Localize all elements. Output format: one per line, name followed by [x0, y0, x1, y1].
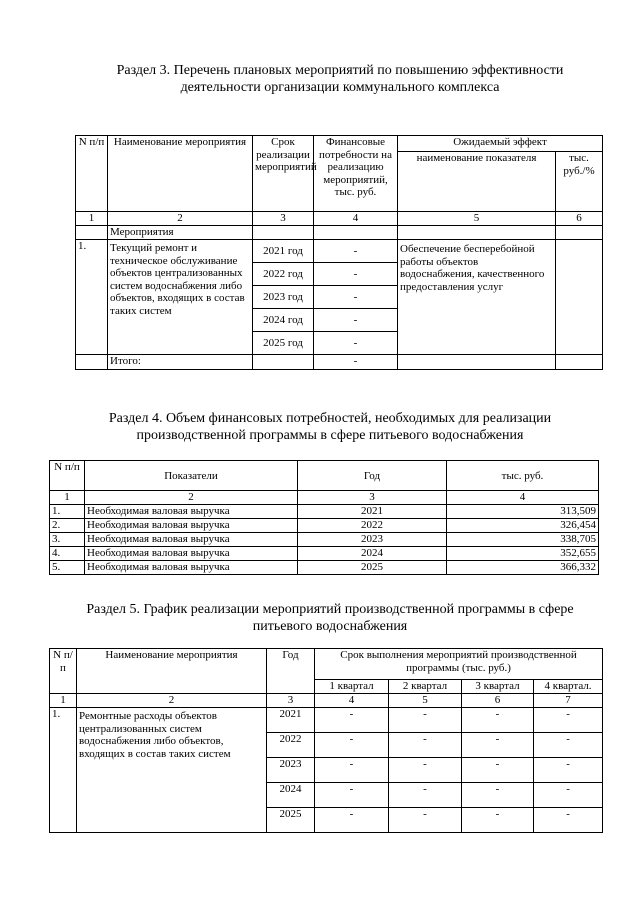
- section4-table: [49, 460, 599, 575]
- row-num: 1.: [50, 708, 77, 833]
- row-value: 366,332: [447, 561, 599, 575]
- group-label: Мероприятия: [108, 226, 253, 240]
- cell-dash: -: [534, 708, 603, 733]
- group-empty-cell: [556, 226, 603, 240]
- row-year: 2024: [267, 783, 315, 808]
- col-number: 2: [108, 212, 253, 226]
- header-value: тыс. руб.: [447, 461, 599, 491]
- col-number: 1: [50, 491, 85, 505]
- table-row: [50, 561, 599, 575]
- row-num: 1.: [76, 240, 108, 355]
- cell-dash: -: [462, 783, 534, 808]
- total-empty-cell: [253, 355, 314, 370]
- row-year: 2022: [298, 519, 447, 533]
- header-year: Год: [267, 649, 315, 694]
- cell-dash: -: [389, 783, 462, 808]
- col-number: 1: [76, 212, 108, 226]
- row-year: 2024: [298, 547, 447, 561]
- total-empty-cell: [556, 355, 603, 370]
- header-q4: 4 квартал.: [534, 680, 603, 694]
- row-num: 1.: [50, 505, 85, 519]
- cell-dash: -: [534, 758, 603, 783]
- col-number: 4: [315, 694, 389, 708]
- section3-title-line1: Раздел 3. Перечень плановых мероприятий по повышению эффективности: [116, 63, 564, 78]
- table-row: [50, 547, 599, 561]
- group-empty-cell: [253, 226, 314, 240]
- group-empty-cell: [398, 226, 556, 240]
- row-year: 2022 год: [253, 263, 314, 286]
- row-value: 352,655: [447, 547, 599, 561]
- row-indicator: Необходимая валовая выручка: [85, 505, 298, 519]
- total-label: Итого:: [108, 355, 253, 370]
- col-number: 5: [389, 694, 462, 708]
- row-year: 2022: [267, 733, 315, 758]
- cell-dash: -: [315, 708, 389, 733]
- header-finance: Финансовые потребности на реализацию мероприятий, тыс. руб.: [314, 136, 398, 212]
- table-row: [50, 533, 599, 547]
- cell-dash: -: [534, 783, 603, 808]
- header-term: Срок выполнения мероприятий производственной программы (тыс. руб.): [315, 649, 603, 680]
- total-value: -: [314, 355, 398, 370]
- col-number: 1: [50, 694, 77, 708]
- col-number: 3: [298, 491, 447, 505]
- header-q3: 3 квартал: [462, 680, 534, 694]
- cell-dash: -: [462, 758, 534, 783]
- header-name: Наименование мероприятия: [108, 136, 253, 212]
- header-num: N п/ п: [50, 649, 77, 694]
- cell-dash: -: [389, 808, 462, 833]
- row-year: 2021 год: [253, 240, 314, 263]
- col-number: 4: [314, 212, 398, 226]
- row-name: Ремонтные расходы объектов централизованных систем водоснабжения либо объектов, входящих в состав таких систем: [77, 708, 267, 833]
- total-empty-cell: [398, 355, 556, 370]
- row-year: 2023 год: [253, 286, 314, 309]
- header-effect-name: наименование показателя: [398, 152, 556, 212]
- cell-dash: -: [462, 708, 534, 733]
- header-name: Наименование мероприятия: [77, 649, 267, 694]
- row-indicator: Необходимая валовая выручка: [85, 561, 298, 575]
- cell-dash: -: [315, 758, 389, 783]
- section4-title-line1: Раздел 4. Объем финансовых потребностей, необходимых для реализации: [108, 411, 552, 426]
- header-effect: Ожидаемый эффект: [398, 136, 603, 152]
- col-number: 2: [85, 491, 298, 505]
- section5-title-line2: питьевого водоснабжения: [252, 619, 408, 634]
- section4-title-line2: производственной программы в сфере питьевого водоснабжения: [136, 428, 524, 443]
- col-number: 3: [253, 212, 314, 226]
- row-value: 338,705: [447, 533, 599, 547]
- row-year: 2023: [267, 758, 315, 783]
- row-num: 3.: [50, 533, 85, 547]
- row-indicator: Необходимая валовая выручка: [85, 533, 298, 547]
- header-year: Год: [298, 461, 447, 491]
- row-finance: -: [314, 332, 398, 355]
- row-num: 4.: [50, 547, 85, 561]
- section5-title-line1: Раздел 5. График реализации мероприятий производственной программы в сфере: [86, 602, 574, 617]
- header-num: N п/п: [76, 136, 108, 212]
- cell-dash: -: [389, 708, 462, 733]
- col-number: 6: [462, 694, 534, 708]
- cell-dash: -: [315, 808, 389, 833]
- col-number: 3: [267, 694, 315, 708]
- table-row: [50, 519, 599, 533]
- col-number: 2: [77, 694, 267, 708]
- row-effect-value: [556, 240, 603, 355]
- cell-dash: -: [389, 733, 462, 758]
- cell-dash: -: [462, 733, 534, 758]
- header-indicator: Показатели: [85, 461, 298, 491]
- header-q2: 2 квартал: [389, 680, 462, 694]
- section5-title: [30, 601, 630, 635]
- row-value: 326,454: [447, 519, 599, 533]
- row-num: 2.: [50, 519, 85, 533]
- row-finance: -: [314, 240, 398, 263]
- cell-dash: -: [389, 758, 462, 783]
- row-effect: Обеспечение бесперебойной работы объектов водоснабжения, качественного предоставления услуг: [398, 240, 556, 355]
- header-q1: 1 квартал: [315, 680, 389, 694]
- cell-dash: -: [315, 783, 389, 808]
- row-value: 313,509: [447, 505, 599, 519]
- section3-title-line2: деятельности организации коммунального комплекса: [180, 80, 500, 95]
- row-year: 2023: [298, 533, 447, 547]
- cell-dash: -: [534, 733, 603, 758]
- row-finance: -: [314, 286, 398, 309]
- row-num: 5.: [50, 561, 85, 575]
- cell-dash: -: [315, 733, 389, 758]
- col-number: 4: [447, 491, 599, 505]
- col-number: 5: [398, 212, 556, 226]
- group-empty-cell: [76, 226, 108, 240]
- row-finance: -: [314, 309, 398, 332]
- cell-dash: -: [462, 808, 534, 833]
- col-number: 7: [534, 694, 603, 708]
- table-row: [50, 505, 599, 519]
- row-name: Текущий ремонт и техническое обслуживание объектов централизованных систем водоснабжения либо объектов, входящих в состав таких систем: [108, 240, 253, 355]
- total-empty-cell: [76, 355, 108, 370]
- row-year: 2024 год: [253, 309, 314, 332]
- section4-title: [40, 410, 620, 444]
- cell-dash: -: [534, 808, 603, 833]
- header-effect-value: тыс. руб./%: [556, 152, 603, 212]
- row-year: 2021: [267, 708, 315, 733]
- col-number: 6: [556, 212, 603, 226]
- row-year: 2025: [267, 808, 315, 833]
- group-empty-cell: [314, 226, 398, 240]
- row-year: 2025 год: [253, 332, 314, 355]
- row-year: 2025: [298, 561, 447, 575]
- header-num: N п/п: [50, 461, 85, 491]
- row-finance: -: [314, 263, 398, 286]
- row-year: 2021: [298, 505, 447, 519]
- row-indicator: Необходимая валовая выручка: [85, 547, 298, 561]
- header-term: Срок реализации мероприятий: [253, 136, 314, 212]
- row-indicator: Необходимая валовая выручка: [85, 519, 298, 533]
- section5-table: [49, 648, 603, 833]
- section3-title: [60, 62, 620, 96]
- section3-table: [75, 135, 603, 370]
